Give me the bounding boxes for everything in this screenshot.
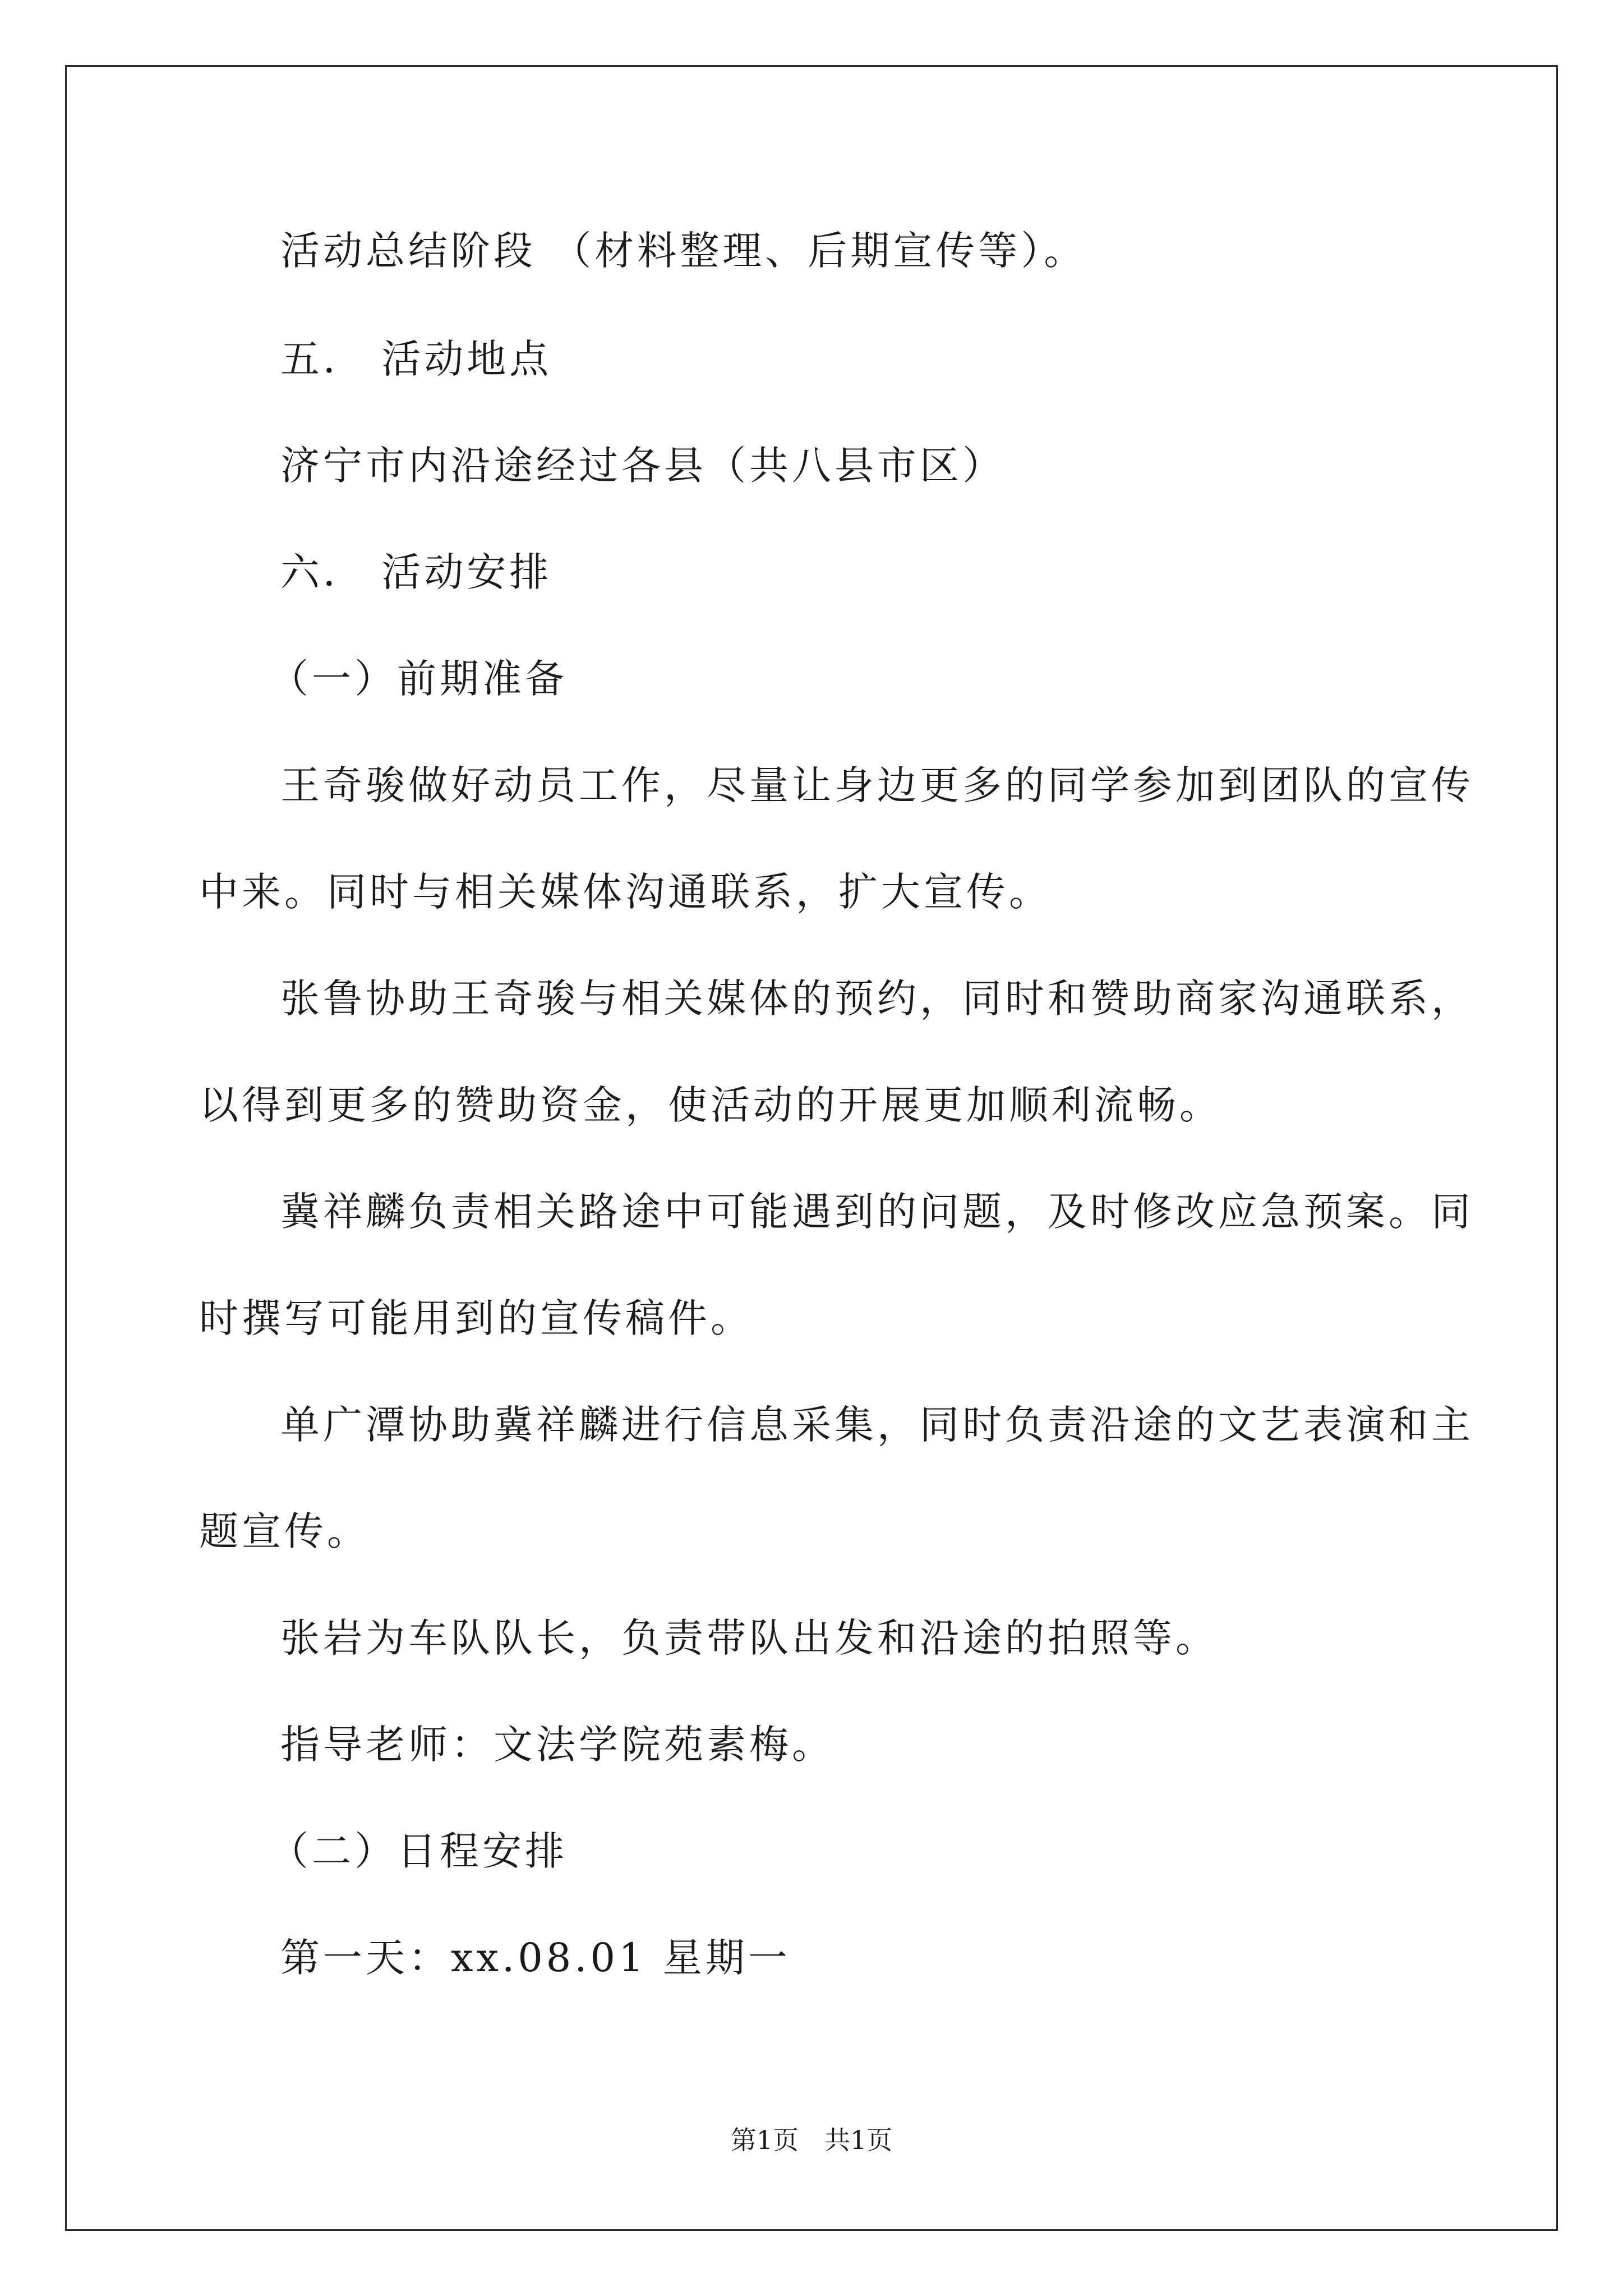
page-number: 第1页 [730, 2125, 799, 2155]
heading-activity-arrangement: 六． 活动安排 [280, 549, 552, 595]
paragraph-shan-line2: 题宣传。 [199, 1508, 370, 1554]
paragraph-summary-stage: 活动总结阶段 （材料整理、后期宣传等）。 [280, 228, 1087, 274]
page-total: 共1页 [824, 2125, 893, 2155]
paragraph-advisor: 指导老师：文法学院苑素梅。 [280, 1722, 834, 1768]
paragraph-location: 济宁市内沿途经过各县（共八县市区） [280, 443, 1005, 489]
page-border [65, 65, 1558, 2231]
heading-activity-location: 五． 活动地点 [280, 336, 552, 382]
paragraph-ji-line1: 冀祥麟负责相关路途中可能遇到的问题，及时修改应急预案。同 [280, 1189, 1474, 1235]
paragraph-wang-line1: 王奇骏做好动员工作，尽量让身边更多的同学参加到团队的宣传 [280, 762, 1474, 808]
paragraph-zhanglu-line2: 以得到更多的赞助资金，使活动的开展更加顺利流畅。 [199, 1082, 1222, 1128]
paragraph-wang-line2: 中来。同时与相关媒体沟通联系，扩大宣传。 [199, 869, 1052, 915]
subheading-schedule: （二）日程安排 [269, 1828, 568, 1874]
paragraph-zhangyan: 张岩为车队队长，负责带队出发和沿途的拍照等。 [280, 1615, 1218, 1661]
paragraph-day-one: 第一天：xx.08.01 星期一 [280, 1935, 791, 1981]
paragraph-zhanglu-line1: 张鲁协助王奇骏与相关媒体的预约，同时和赞助商家沟通联系， [280, 976, 1474, 1022]
paragraph-ji-line2: 时撰写可能用到的宣传稿件。 [199, 1295, 753, 1341]
page-footer [0, 2127, 1623, 2153]
paragraph-shan-line1: 单广潭协助冀祥麟进行信息采集，同时负责沿途的文艺表演和主 [280, 1402, 1474, 1448]
subheading-preparation: （一）前期准备 [269, 656, 568, 702]
